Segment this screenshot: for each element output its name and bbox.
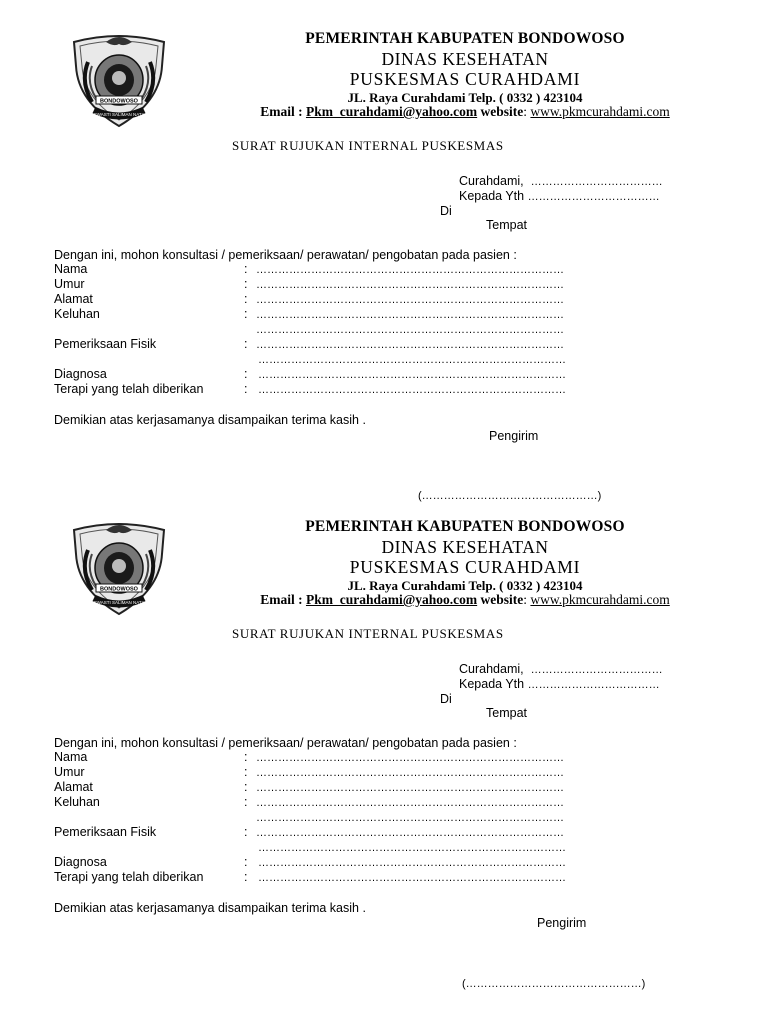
header-contact bbox=[200, 592, 730, 608]
field-alamat-label: Alamat bbox=[54, 780, 93, 794]
header-puskesmas: PUSKESMAS CURAHDAMI bbox=[349, 69, 581, 89]
field-alamat-colon: : bbox=[244, 780, 248, 794]
field-fisik-colon: : bbox=[244, 337, 248, 351]
email-link[interactable]: Pkm_curahdami@yahoo.com bbox=[305, 104, 478, 119]
field-nama-blank[interactable]: ………………………………………………………………………… bbox=[256, 752, 564, 764]
recipient-label: Kepada Yth bbox=[459, 189, 525, 203]
recipient-line bbox=[459, 677, 660, 691]
field-fisik-colon: : bbox=[244, 825, 248, 839]
form-title: SURAT RUJUKAN INTERNAL PUSKESMAS bbox=[232, 138, 504, 153]
field-terapi-colon: : bbox=[244, 870, 248, 884]
recipient-blank[interactable]: ……………………………… bbox=[527, 679, 660, 691]
svg-text:BONDOWOSO: BONDOWOSO bbox=[100, 586, 138, 593]
field-keluhan-colon: : bbox=[244, 795, 248, 809]
sender-label: Pengirim bbox=[537, 916, 587, 930]
field-nama-label: Nama bbox=[54, 750, 88, 764]
email-label: Email : bbox=[260, 592, 303, 607]
svg-text:SWASTI SALIMAN NATA: SWASTI SALIMAN NATA bbox=[93, 112, 145, 117]
bondowoso-regency-crest-icon bbox=[68, 520, 170, 616]
field-diagnosa-blank[interactable]: ………………………………………………………………………… bbox=[258, 369, 566, 381]
date-blank[interactable]: ……………………………… bbox=[530, 664, 663, 676]
sender-label: Pengirim bbox=[489, 429, 539, 443]
field-keluhan-blank[interactable]: ………………………………………………………………………… bbox=[256, 309, 564, 321]
header-puskesmas: PUSKESMAS CURAHDAMI bbox=[349, 557, 581, 577]
recipient-blank[interactable]: ……………………………… bbox=[527, 191, 660, 203]
header-contact bbox=[200, 104, 730, 120]
field-fisik-label: Pemeriksaan Fisik bbox=[54, 337, 157, 351]
website-separator: : bbox=[523, 592, 528, 607]
website-label: website bbox=[480, 104, 524, 119]
field-nama-blank[interactable]: ………………………………………………………………………… bbox=[256, 264, 564, 276]
field-nama-colon: : bbox=[244, 750, 248, 764]
signature-blank[interactable]: (…………………………………………) bbox=[418, 490, 602, 502]
header-government: PEMERINTAH KABUPATEN BONDOWOSO bbox=[305, 30, 625, 47]
field-fisik-blank-2[interactable]: ………………………………………………………………………… bbox=[258, 842, 566, 854]
field-keluhan-blank-2[interactable]: ………………………………………………………………………… bbox=[256, 812, 564, 824]
field-fisik-blank[interactable]: ………………………………………………………………………… bbox=[256, 827, 564, 839]
header-department: DINAS KESEHATAN bbox=[381, 49, 549, 69]
recipient-line bbox=[459, 189, 660, 203]
field-terapi-blank[interactable]: ………………………………………………………………………… bbox=[258, 384, 566, 396]
field-keluhan-label: Keluhan bbox=[54, 307, 100, 321]
field-umur-colon: : bbox=[244, 765, 248, 779]
form-title: SURAT RUJUKAN INTERNAL PUSKESMAS bbox=[232, 626, 504, 641]
field-terapi-colon: : bbox=[244, 382, 248, 396]
field-diagnosa-label: Diagnosa bbox=[54, 367, 107, 381]
field-keluhan-blank[interactable]: ………………………………………………………………………… bbox=[256, 797, 564, 809]
bondowoso-regency-crest-icon bbox=[68, 32, 170, 128]
field-umur-label: Umur bbox=[54, 277, 85, 291]
field-nama-colon: : bbox=[244, 262, 248, 276]
field-umur-blank[interactable]: ………………………………………………………………………… bbox=[256, 767, 564, 779]
place-label: Curahdami, bbox=[459, 174, 524, 188]
field-alamat-label: Alamat bbox=[54, 292, 93, 306]
date-blank[interactable]: ……………………………… bbox=[530, 176, 663, 188]
signature-blank[interactable]: (…………………………………………) bbox=[462, 978, 646, 990]
field-nama-label: Nama bbox=[54, 262, 88, 276]
intro-text: Dengan ini, mohon konsultasi / pemeriksaan/ perawatan/ pengobatan pada pasien : bbox=[54, 736, 517, 750]
field-terapi-label: Terapi yang telah diberikan bbox=[54, 382, 204, 396]
header-department: DINAS KESEHATAN bbox=[381, 537, 549, 557]
referral-form-1 bbox=[0, 0, 768, 502]
field-umur-colon: : bbox=[244, 277, 248, 291]
di-label: Di bbox=[440, 204, 452, 218]
field-terapi-blank[interactable]: ………………………………………………………………………… bbox=[258, 872, 566, 884]
closing-text: Demikian atas kerjasamanya disampaikan terima kasih . bbox=[54, 413, 366, 427]
field-keluhan-blank-2[interactable]: ………………………………………………………………………… bbox=[256, 324, 564, 336]
recipient-label: Kepada Yth bbox=[459, 677, 525, 691]
place-date-line bbox=[459, 174, 663, 188]
field-alamat-blank[interactable]: ………………………………………………………………………… bbox=[256, 294, 564, 306]
website-label: website bbox=[480, 592, 524, 607]
place-date-line bbox=[459, 662, 663, 676]
email-label: Email : bbox=[260, 104, 303, 119]
field-alamat-colon: : bbox=[244, 292, 248, 306]
website-link[interactable]: www.pkmcurahdami.com bbox=[530, 592, 670, 607]
field-keluhan-colon: : bbox=[244, 307, 248, 321]
place-label: Curahdami, bbox=[459, 662, 524, 676]
header-address: JL. Raya Curahdami Telp. ( 0332 ) 423104 bbox=[347, 578, 583, 593]
header-government: PEMERINTAH KABUPATEN BONDOWOSO bbox=[305, 518, 625, 535]
field-alamat-blank[interactable]: ………………………………………………………………………… bbox=[256, 782, 564, 794]
tempat-label: Tempat bbox=[486, 706, 527, 720]
website-separator: : bbox=[523, 104, 528, 119]
field-diagnosa-colon: : bbox=[244, 855, 248, 869]
field-fisik-blank[interactable]: ………………………………………………………………………… bbox=[256, 339, 564, 351]
svg-text:SWASTI SALIMAN NATA: SWASTI SALIMAN NATA bbox=[93, 600, 145, 605]
field-keluhan-label: Keluhan bbox=[54, 795, 100, 809]
svg-text:BONDOWOSO: BONDOWOSO bbox=[100, 98, 138, 105]
intro-text: Dengan ini, mohon konsultasi / pemeriksaan/ perawatan/ pengobatan pada pasien : bbox=[54, 248, 517, 262]
field-diagnosa-blank[interactable]: ………………………………………………………………………… bbox=[258, 857, 566, 869]
website-link[interactable]: www.pkmcurahdami.com bbox=[530, 104, 670, 119]
field-fisik-label: Pemeriksaan Fisik bbox=[54, 825, 157, 839]
field-diagnosa-colon: : bbox=[244, 367, 248, 381]
field-umur-blank[interactable]: ………………………………………………………………………… bbox=[256, 279, 564, 291]
field-fisik-blank-2[interactable]: ………………………………………………………………………… bbox=[258, 354, 566, 366]
di-label: Di bbox=[440, 692, 452, 706]
field-diagnosa-label: Diagnosa bbox=[54, 855, 107, 869]
field-umur-label: Umur bbox=[54, 765, 85, 779]
closing-text: Demikian atas kerjasamanya disampaikan terima kasih . bbox=[54, 901, 366, 915]
field-terapi-label: Terapi yang telah diberikan bbox=[54, 870, 204, 884]
email-link[interactable]: Pkm_curahdami@yahoo.com bbox=[305, 592, 478, 607]
referral-form-2 bbox=[0, 488, 768, 990]
header-address: JL. Raya Curahdami Telp. ( 0332 ) 423104 bbox=[347, 90, 583, 105]
tempat-label: Tempat bbox=[486, 218, 527, 232]
